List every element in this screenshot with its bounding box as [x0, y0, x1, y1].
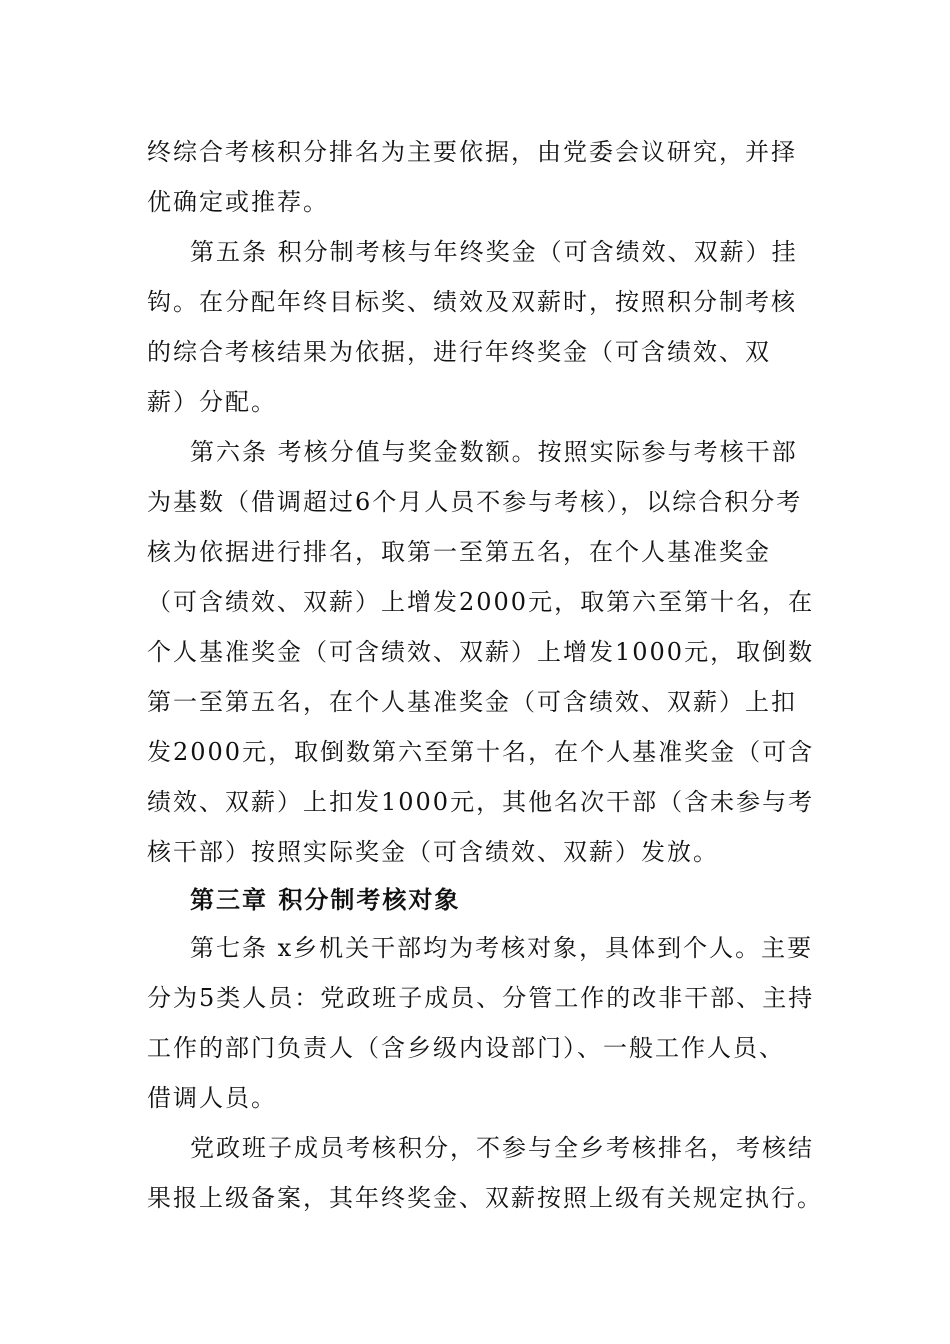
paragraph-line: （可含绩效、双薪）上增发2000元，取第六至第十名，在 [147, 588, 815, 616]
article-6-line: 第六条 考核分值与奖金数额。按照实际参与考核干部 [190, 438, 798, 466]
paragraph-line: 借调人员。 [147, 1084, 277, 1112]
paragraph-line: 终综合考核积分排名为主要依据，由党委会议研究，并择 [147, 138, 797, 166]
paragraph-line: 核为依据进行排名，取第一至第五名，在个人基准奖金 [147, 538, 771, 566]
chapter-3-heading: 第三章 积分制考核对象 [190, 886, 461, 914]
paragraph-line: 果报上级备案，其年终奖金、双薪按照上级有关规定执行。 [147, 1184, 823, 1212]
paragraph-line: 为基数（借调超过6个月人员不参与考核），以综合积分考 [147, 488, 803, 516]
article-7-line: 第七条 x乡机关干部均为考核对象，具体到个人。主要 [190, 934, 814, 962]
paragraph-line: 党政班子成员考核积分，不参与全乡考核排名，考核结 [190, 1134, 814, 1162]
paragraph-line: 分为5类人员：党政班子成员、分管工作的改非干部、主持 [147, 984, 815, 1012]
paragraph-line: 钩。在分配年终目标奖、绩效及双薪时，按照积分制考核 [147, 288, 797, 316]
paragraph-line: 第一至第五名，在个人基准奖金（可含绩效、双薪）上扣 [147, 688, 797, 716]
paragraph-line: 发2000元，取倒数第六至第十名，在个人基准奖金（可含 [147, 738, 815, 766]
article-5-line: 第五条 积分制考核与年终奖金（可含绩效、双薪）挂 [190, 238, 798, 266]
paragraph-line: 绩效、双薪）上扣发1000元，其他名次干部（含未参与考 [147, 788, 815, 816]
paragraph-line: 核干部）按照实际奖金（可含绩效、双薪）发放。 [147, 838, 719, 866]
paragraph-line: 个人基准奖金（可含绩效、双薪）上增发1000元，取倒数 [147, 638, 815, 666]
paragraph-line: 工作的部门负责人（含乡级内设部门）、一般工作人员、 [147, 1034, 785, 1062]
paragraph-line: 优确定或推荐。 [147, 188, 329, 216]
paragraph-line: 薪）分配。 [147, 388, 277, 416]
paragraph-line: 的综合考核结果为依据，进行年终奖金（可含绩效、双 [147, 338, 771, 366]
